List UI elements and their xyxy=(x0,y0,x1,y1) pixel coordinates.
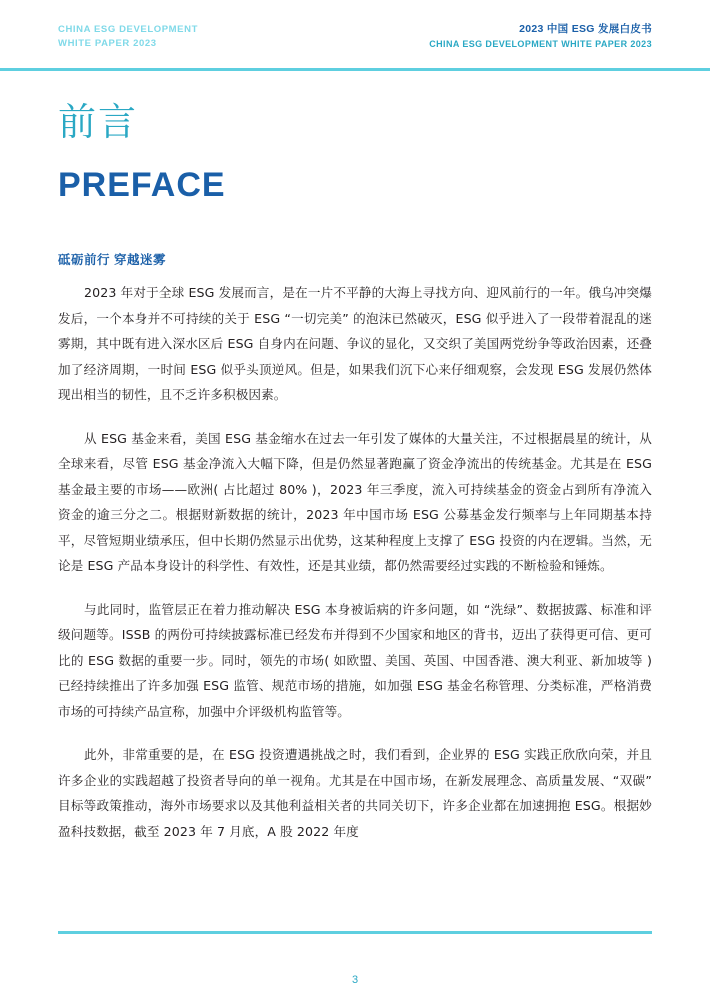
body-paragraph: 此外，非常重要的是，在 ESG 投资遭遇挑战之时，我们看到，企业界的 ESG 实践正欣欣向荣，并且许多企业的实践超越了投资者导向的单一视角。尤其是在中国市场，在新发展理念、高质量发展、“双碳” 目标等政策推动，海外市场要求以及其他利益相关者的共同关切下，许多企业都在加速拥抱 ESG。根据妙盈科技数据，截至 2023 年 7 月底，A 股 2022 年度 xyxy=(58,747,652,839)
section-subheading: 砥砺前行 穿越迷雾 xyxy=(58,253,166,267)
header-right-chinese: 2023 中国 ESG 发展白皮书 xyxy=(519,23,652,35)
header-left-line1: CHINA ESG DEVELOPMENT xyxy=(58,24,198,35)
page-title-english: PREFACE xyxy=(58,166,226,204)
body-paragraph: 与此同时，监管层正在着力推动解决 ESG 本身被诟病的许多问题，如 “洗绿”、数据披露、标准和评级问题等。ISSB 的两份可持续披露标准已经发布并得到不少国家和地区的背书，迈出了获得更可信、更可比的 ESG 数据的重要一步。同时，领先的市场( 如欧盟、美国、英国、中国香港、澳大利亚、新加坡等 )已经持续推出了许多加强 ESG 监管、规范市场的措施，如加强 ESG 基金名称管理、分类标准，严格消费市场的可持续产品宣称，加强中介评级机构监管等。 xyxy=(58,601,652,719)
page-title-chinese: 前言 xyxy=(58,100,139,144)
header-right-title xyxy=(429,22,652,51)
header-left-title xyxy=(58,23,198,51)
page-title-block xyxy=(58,98,226,204)
header-right-english: CHINA ESG DEVELOPMENT WHITE PAPER 2023 xyxy=(429,39,652,49)
header-divider xyxy=(0,68,710,71)
body-paragraph: 2023 年对于全球 ESG 发展而言，是在一片不平静的大海上寻找方向、迎风前行的一年。俄乌冲突爆发后，一个本身并不可持续的关于 ESG “一切完美” 的泡沫已然破灭，ESG 似乎进入了一段带着混乱的迷雾期，其中既有进入深水区后 ESG 自身内在问题、争议的显化，又交织了美国两党纷争等政治因素，还叠加了经济周期，一时间 ESG 似乎头顶逆风。但是，如果我们沉下心来仔细观察，会发现 ESG 发展仍然体现出相当的韧性，且不乏许多积极因素。 xyxy=(58,285,652,402)
body-paragraph: 从 ESG 基金来看，美国 ESG 基金缩水在过去一年引发了媒体的大量关注，不过根据晨星的统计，从全球来看，尽管 ESG 基金净流入大幅下降，但是仍然显著跑赢了资金净流出的传统基金。尤其是在 ESG 基金最主要的市场——欧洲( 占比超过 80% )，2023 年三季度，流入可持续基金的资金占到所有净流入资金的逾三分之二。根据财新数据的统计，2023 年中国市场 ESG 公募基金发行频率与上年同期基本持平，尽管短期业绩承压，但中长期仍然显示出优势，这某种程度上支撑了 ESG 投资的内在逻辑。当然，无论是 ESG 产品本身设计的科学性、有效性，还是其业绩，都仍然需要经过实践的不断检验和锤炼。 xyxy=(58,430,652,573)
page-header xyxy=(0,0,710,70)
page-number: 3 xyxy=(351,974,359,986)
header-left-line2: WHITE PAPER 2023 xyxy=(58,38,157,49)
page-body xyxy=(58,250,652,862)
footer-divider xyxy=(58,931,652,934)
